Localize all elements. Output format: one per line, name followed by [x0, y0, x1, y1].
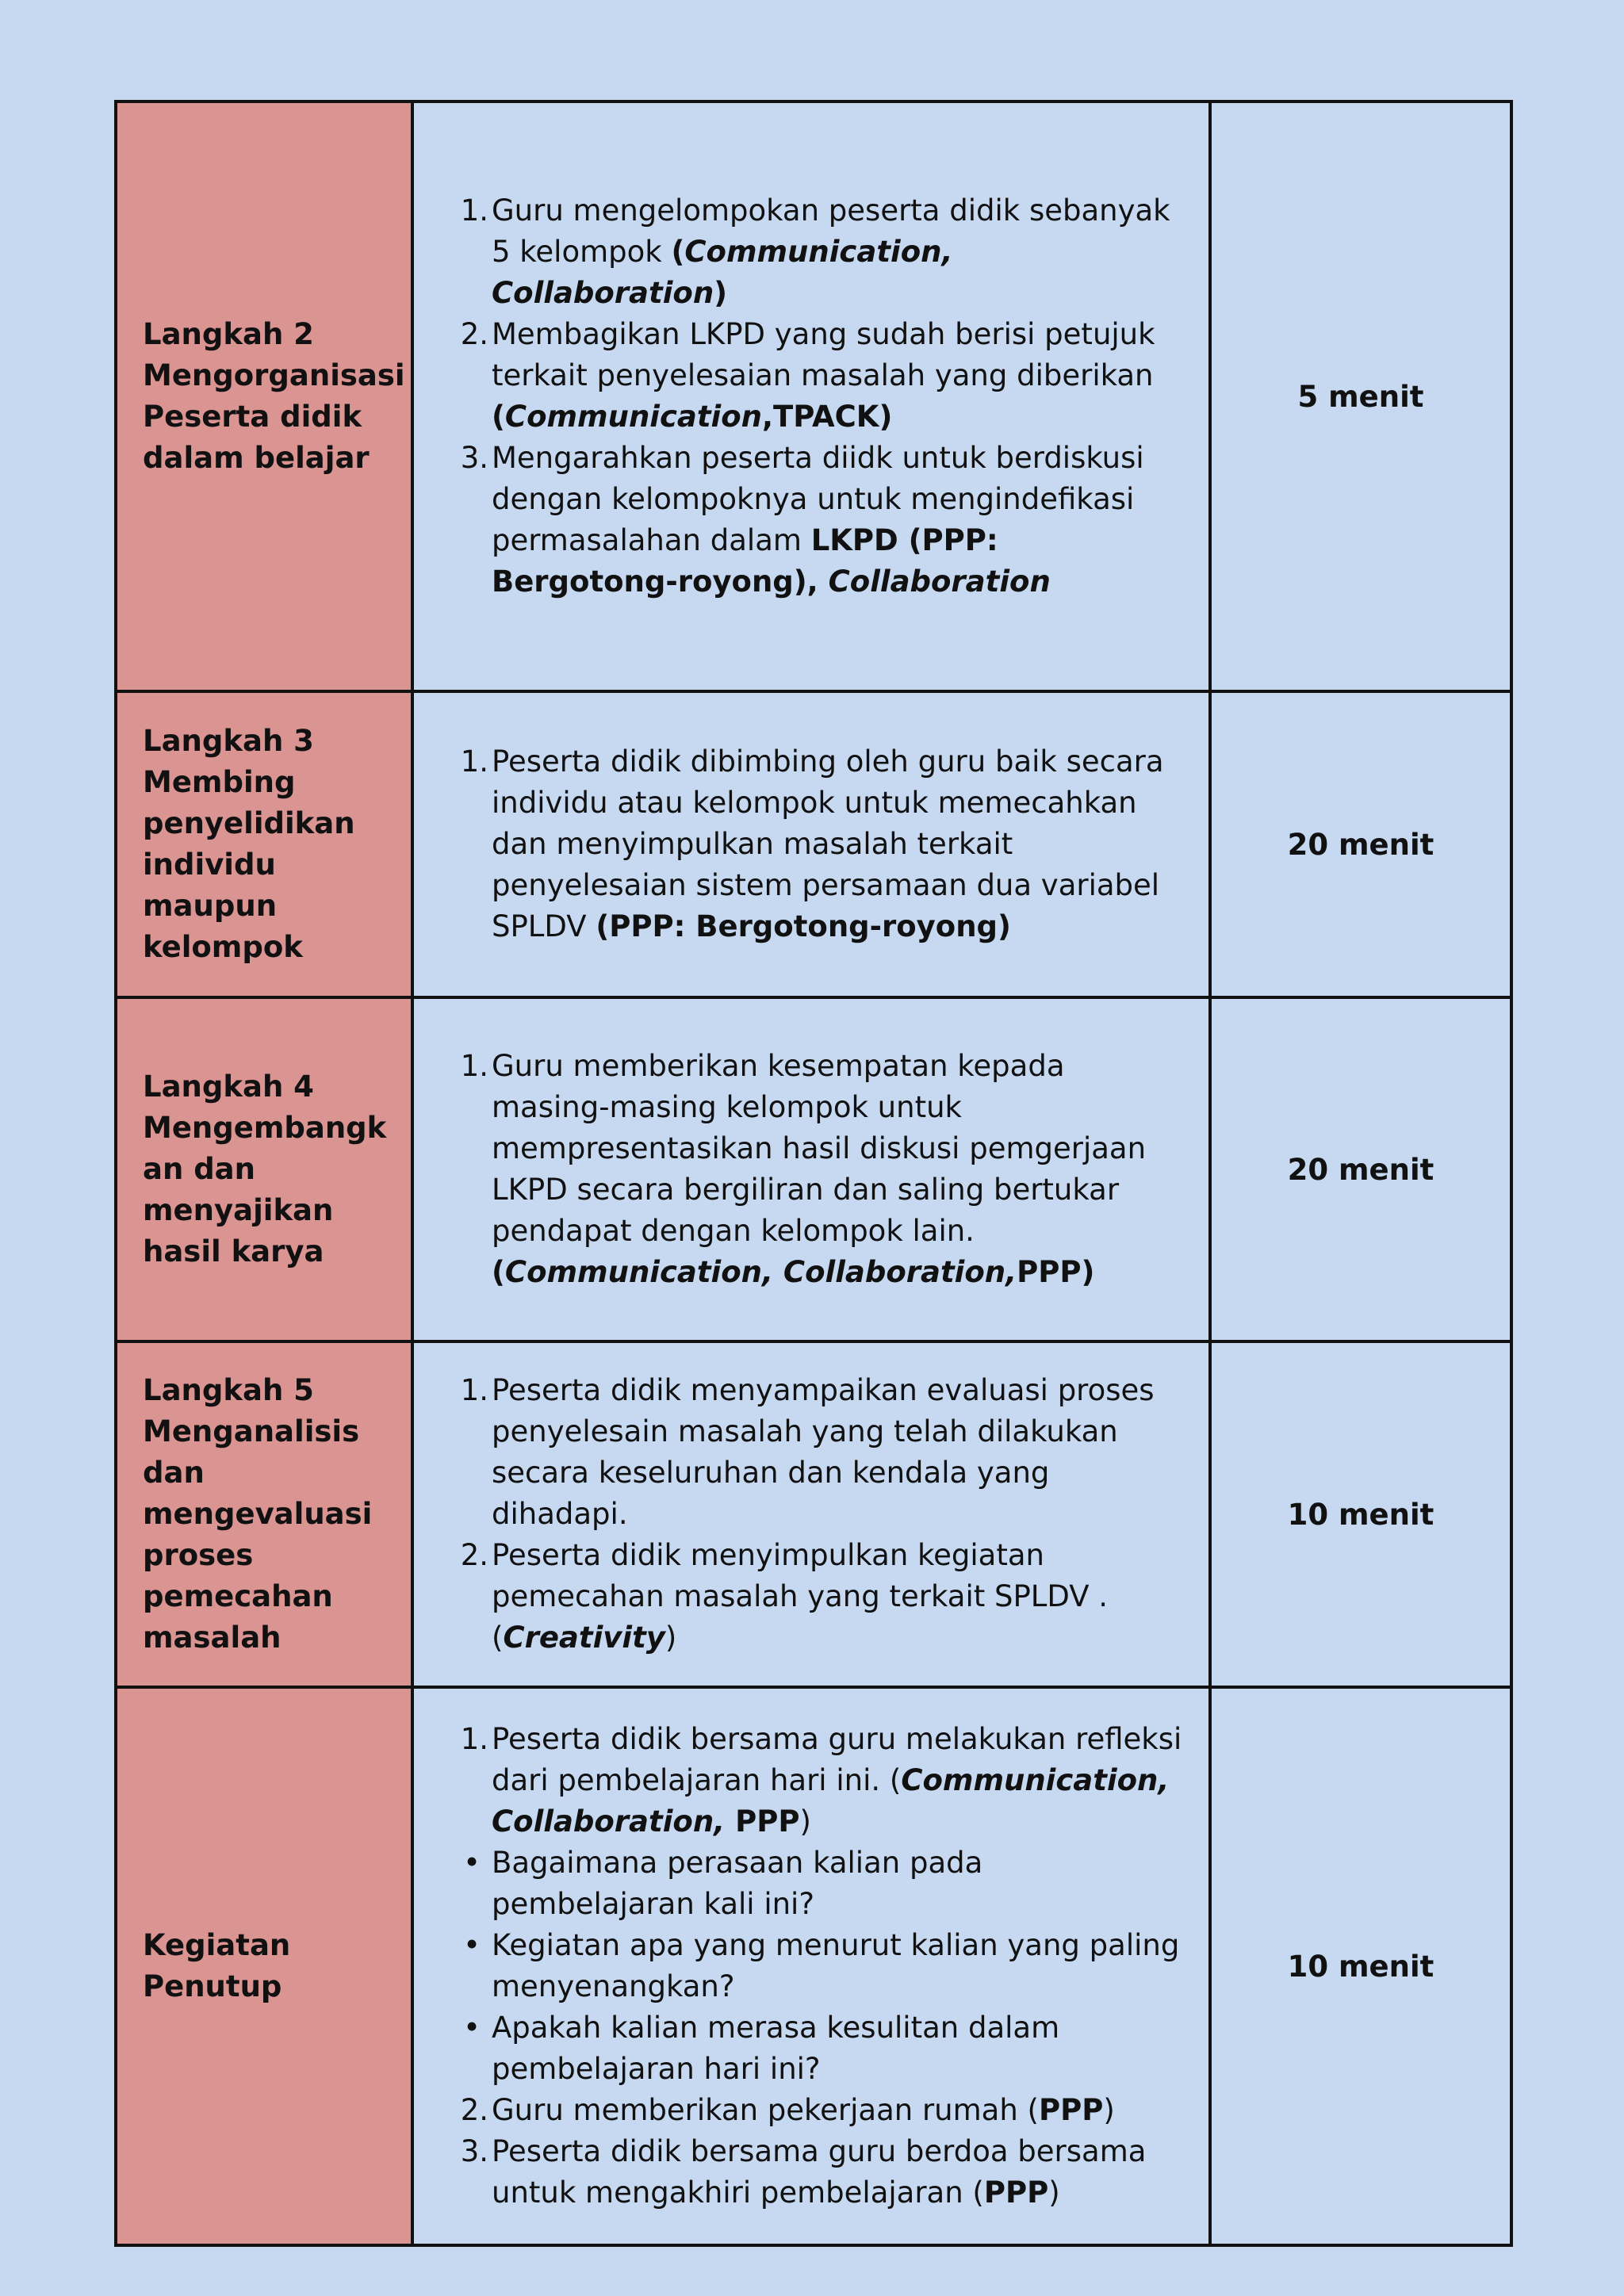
step-title-line: kelompok	[143, 930, 303, 964]
text-run: )	[665, 1621, 677, 1655]
step-cell	[116, 997, 412, 1341]
table-row	[116, 1687, 1511, 2245]
text-run: )	[1103, 2093, 1115, 2127]
list-item-text	[492, 1925, 1185, 2007]
activity-cell	[412, 997, 1210, 1341]
text-run: PPP	[1039, 2093, 1104, 2127]
number-marker: 1.	[460, 193, 488, 228]
step-cell	[116, 1687, 412, 2245]
list-item-text	[492, 314, 1185, 438]
duration-cell: 20 menit	[1210, 997, 1511, 1341]
table-row	[116, 1341, 1511, 1687]
step-title-line: Langkah 4	[143, 1070, 314, 1104]
list-item	[458, 1925, 1185, 2007]
duration-cell: 10 menit	[1210, 1687, 1511, 2245]
number-marker: 2.	[460, 317, 488, 351]
text-run: Communication, Collaboration,	[504, 1255, 1017, 1289]
activity-cell	[412, 1341, 1210, 1687]
list-item	[458, 2090, 1185, 2131]
step-title-line: pemecahan	[143, 1579, 333, 1613]
text-run: Communication, Collaboration,	[492, 1763, 1170, 1839]
list-item-text	[492, 1843, 1185, 1925]
step-title-line: penyelidikan	[143, 806, 355, 840]
text-run: Apakah kalian merasa kesulitan dalam pembelajaran hari ini?	[492, 2011, 1060, 2086]
list-item	[458, 314, 1185, 438]
text-run: Peserta didik bersama guru berdoa bersama untuk mengakhiri pembelajaran (	[492, 2134, 1147, 2210]
number-marker: 3.	[460, 441, 488, 475]
bullet-marker: •	[463, 2011, 481, 2045]
number-marker: 3.	[460, 2134, 488, 2168]
list-item	[458, 1370, 1185, 1535]
text-run: Bagaimana perasaan kalian pada pembelajaran kali ini?	[492, 1846, 983, 1921]
text-run: Guru memberikan pekerjaan rumah (	[492, 2093, 1039, 2127]
list-item	[458, 2007, 1185, 2090]
step-title-line: individu	[143, 848, 276, 882]
step-title-line: menyajikan	[143, 1193, 334, 1227]
list-item	[458, 1046, 1185, 1293]
number-marker: 1.	[460, 1049, 488, 1083]
activity-cell	[412, 101, 1210, 691]
lesson-steps-table	[114, 100, 1513, 2247]
text-run: Guru memberikan kesempatan kepada masing-masing kelompok untuk mempresentasikan hasil diskusi pemgerjaan LKPD secara bergiliran dan saling bertukar pendapat dengan kelompok lain.	[492, 1049, 1147, 1248]
step-cell	[116, 691, 412, 997]
step-cell	[116, 1341, 412, 1687]
table-row	[116, 997, 1511, 1341]
text-run: Communication	[504, 400, 762, 434]
text-run: Membagikan LKPD yang sudah berisi petujuk terkait penyelesaian masalah yang diberikan	[492, 317, 1155, 392]
text-run: PPP)	[1017, 1255, 1095, 1289]
duration-cell: 20 menit	[1210, 691, 1511, 997]
step-title-line: Langkah 5	[143, 1373, 314, 1407]
list-item	[458, 438, 1185, 603]
bullet-marker: •	[463, 1928, 481, 1962]
text-run: ,TPACK)	[762, 400, 893, 434]
text-run: LKPD (PPP: Bergotong-royong),	[492, 523, 998, 599]
text-run: (	[671, 235, 685, 269]
list-item-text	[492, 1719, 1185, 1843]
text-run: Peserta didik menyampaikan evaluasi proses penyelesain masalah yang telah dilakukan secara keseluruhan dan kendala yang dihadapi.	[492, 1373, 1155, 1531]
text-run: (	[492, 400, 505, 434]
step-title-line: mengevaluasi	[143, 1497, 373, 1531]
step-title-line: Mengembangk	[143, 1111, 387, 1145]
text-run: PPP	[725, 1804, 800, 1839]
list-item-text	[492, 438, 1185, 603]
list-item	[458, 1535, 1185, 1659]
text-run: (PPP: Bergotong-royong)	[596, 909, 1011, 943]
list-item-text	[492, 1046, 1185, 1293]
table-row	[116, 691, 1511, 997]
step-title-line: Mengorganisasi	[143, 358, 405, 392]
text-run: Mengarahkan peserta diidk untuk berdiskusi dengan kelompoknya untuk mengindefikasi permasalahan dalam	[492, 441, 1144, 557]
number-marker: 1.	[460, 1373, 488, 1407]
activity-cell	[412, 691, 1210, 997]
text-run: )	[1048, 2175, 1060, 2210]
number-marker: 2.	[460, 2093, 488, 2127]
duration-cell: 5 menit	[1210, 101, 1511, 691]
step-title-line: maupun	[143, 889, 278, 923]
activity-cell	[412, 1687, 1210, 2245]
list-item	[458, 2131, 1185, 2214]
list-item-text	[492, 2131, 1185, 2214]
text-run: Creativity	[503, 1621, 665, 1655]
step-title-line: Langkah 2	[143, 317, 314, 351]
table-row	[116, 101, 1511, 691]
list-item-text	[492, 741, 1185, 947]
step-title-line: Membing	[143, 765, 296, 799]
text-run: Communication, Collaboration	[492, 235, 953, 310]
list-item	[458, 1719, 1185, 1843]
step-title-line: dan	[143, 1456, 205, 1490]
text-run: )	[799, 1804, 811, 1839]
step-title-line: Peserta didik	[143, 400, 362, 434]
step-title-line: Kegiatan	[143, 1928, 291, 1962]
number-marker: 1.	[460, 1722, 488, 1756]
step-title-line: dalam belajar	[143, 441, 370, 475]
text-run: Peserta didik bersama guru melakukan refleksi dari pembelajaran hari ini. (	[492, 1722, 1182, 1797]
step-title-line: Langkah 3	[143, 724, 314, 758]
step-title-line: proses	[143, 1538, 254, 1572]
text-run: Guru mengelompokan peserta didik sebanyak 5 kelompok	[492, 193, 1170, 269]
text-run: Collaboration	[828, 564, 1051, 599]
list-item-text	[492, 2007, 1185, 2090]
bullet-marker: •	[463, 1846, 481, 1880]
step-title-line: Penutup	[143, 1969, 282, 2003]
list-item-text	[492, 1370, 1185, 1535]
text-run: Kegiatan apa yang menurut kalian yang paling menyenangkan?	[492, 1928, 1180, 2003]
list-item-text	[492, 2090, 1185, 2131]
text-run: Peserta didik dibimbing oleh guru baik secara individu atau kelompok untuk memecahkan dan menyimpulkan masalah terkait penyelesaian sistem persamaan dua variabel SPLDV	[492, 744, 1164, 943]
list-item	[458, 1843, 1185, 1925]
list-item	[458, 190, 1185, 314]
step-title-line: Menganalisis	[143, 1414, 360, 1448]
list-item-text	[492, 190, 1185, 314]
number-marker: 1.	[460, 744, 488, 779]
text-run: (	[492, 1255, 505, 1289]
step-cell	[116, 101, 412, 691]
list-item-text	[492, 1535, 1185, 1659]
list-item	[458, 741, 1185, 947]
text-run: )	[714, 276, 728, 310]
text-run: Peserta didik menyimpulkan kegiatan pemecahan masalah yang terkait SPLDV . (	[492, 1538, 1109, 1655]
text-run: PPP	[983, 2175, 1049, 2210]
number-marker: 2.	[460, 1538, 488, 1572]
step-title-line: hasil karya	[143, 1234, 324, 1269]
step-title-line: masalah	[143, 1621, 282, 1655]
step-title-line: an dan	[143, 1152, 255, 1186]
duration-cell: 10 menit	[1210, 1341, 1511, 1687]
